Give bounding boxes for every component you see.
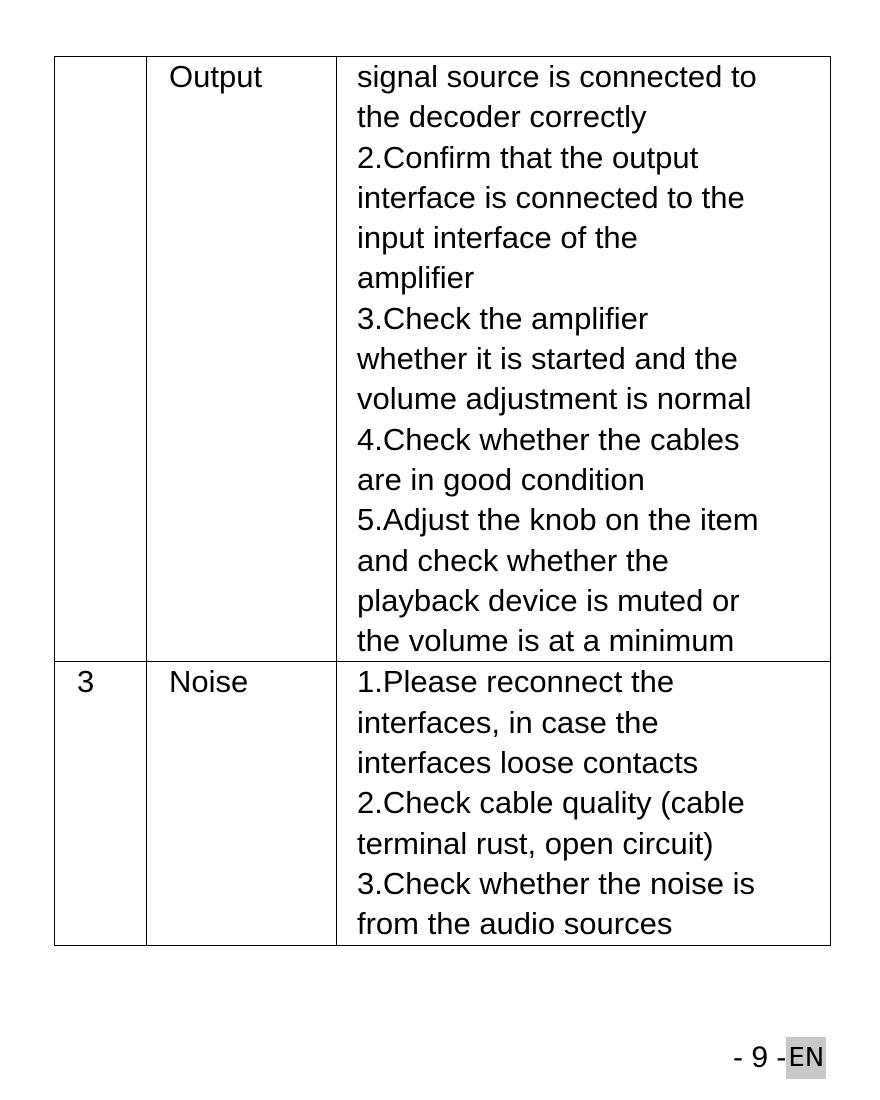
solution-line: the volume is at a minimum — [357, 623, 735, 659]
row-number-cell — [55, 57, 147, 662]
symptom-cell: Noise — [147, 662, 337, 945]
solution-line: signal source is connected to — [357, 59, 757, 94]
solution-line: volume adjustment is normal — [357, 381, 752, 417]
solution-cell — [337, 662, 831, 945]
solution-line: interfaces loose contacts — [357, 745, 699, 781]
solution-line: 1.Please reconnect the — [357, 664, 675, 700]
solution-line: 2.Check cable quality (cable — [357, 785, 745, 821]
solution-line: from the audio sources — [357, 906, 673, 942]
solution-line: 5.Adjust the knob on the item — [357, 502, 759, 538]
solution-line: and check whether the — [357, 542, 669, 578]
solution-line: interfaces, in case the — [357, 704, 659, 740]
solution-line: 3.Check the amplifier — [357, 300, 649, 336]
table-row — [55, 662, 831, 945]
solution-line: 2.Confirm that the output — [357, 139, 699, 175]
page-footer — [733, 1037, 826, 1079]
solution-line: input interface of the — [357, 220, 638, 256]
language-badge: EN — [786, 1037, 826, 1079]
row-number-cell: 3 — [55, 662, 147, 945]
solution-line: amplifier — [357, 260, 475, 296]
table-row — [55, 57, 831, 662]
solution-line: are in good condition — [357, 461, 645, 497]
solution-line: whether it is started and the — [357, 341, 738, 377]
page-number: - 9 - — [733, 1041, 787, 1074]
solution-line: the decoder correctly — [357, 99, 647, 135]
solution-line: interface is connected to the — [357, 179, 745, 215]
troubleshooting-table — [54, 56, 831, 946]
symptom-cell: Output — [147, 57, 337, 662]
solution-cell — [337, 57, 831, 662]
solution-line: 4.Check whether the cables — [357, 421, 740, 457]
solution-line: 3.Check whether the noise is — [357, 865, 756, 901]
solution-line: playback device is muted or — [357, 582, 740, 618]
solution-line: terminal rust, open circuit) — [357, 825, 714, 861]
